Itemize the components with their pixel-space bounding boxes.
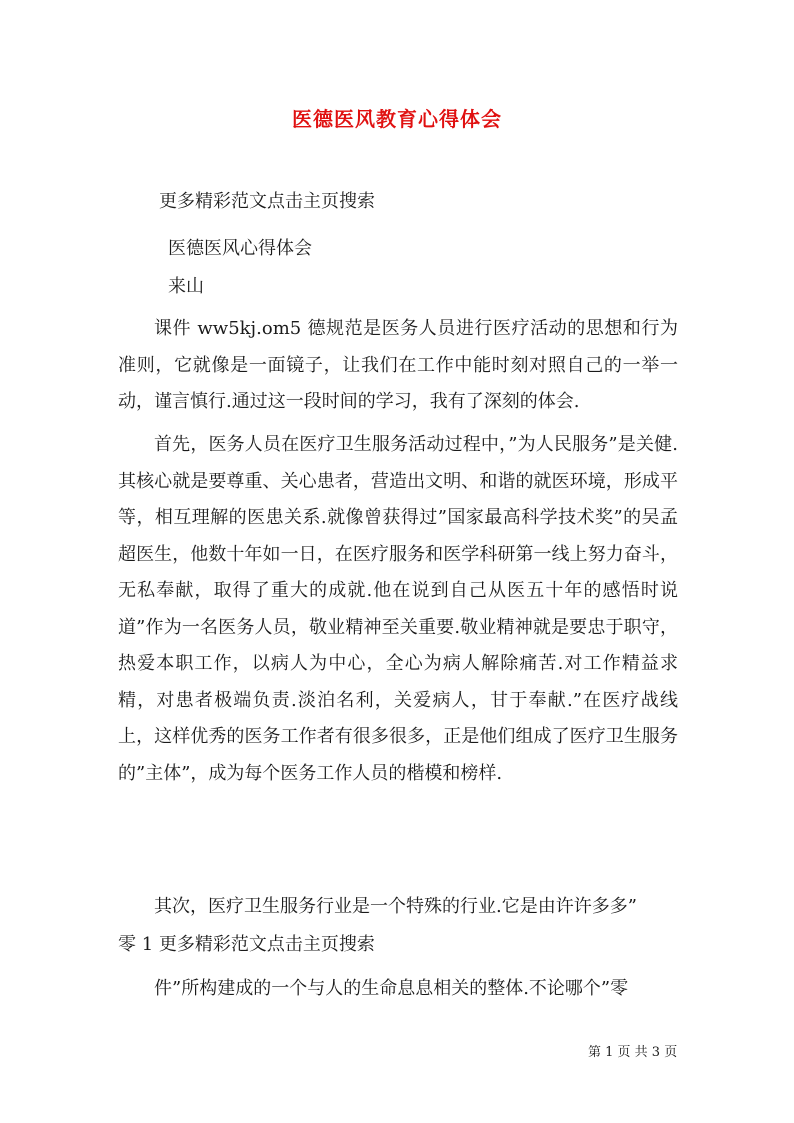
page-indicator: 第 1 页 共 3 页 [588, 1045, 678, 1060]
document-title: 医德医风教育心得体会 [292, 107, 502, 131]
body-continuation: 件”所构建成的一个与人的生命息息相关的整体.不论哪个”零 [154, 978, 629, 999]
promo-link-inline[interactable]: 零 1 更多精彩范文点击主页搜索 [118, 934, 375, 955]
body-paragraph-1: 课件 ww5kj.om5 德规范是医务人员进行医疗活动的思想和行为准则，它就像是一面镜子，让我们在工作中能时刻对照自己的一举一动，谨言慎行.通过这一段时间的学习，我有了深刻的体会. [118, 318, 678, 412]
author-name: 来山 [168, 276, 204, 297]
subtitle: 医德医风心得体会 [168, 238, 312, 259]
body-paragraph-1-block [118, 311, 678, 421]
body-paragraph-2: 首先，医务人员在医疗卫生服务活动过程中，”为人民服务”是关健.其核心就是要尊重、关心患者，营造出文明、和谐的就医环境，形成平等，相互理解的医患关系.就像曾获得过”国家最高科学技术奖”的吴孟超医生，他数十年如一日，在医疗服务和医学科研第一线上努力奋斗，无私奉献，取得了重大的成就.他在说到自己从医五十年的感悟时说道”作为一名医务人员，敬业精神至关重要.敬业精神就是要忠于职守，热爱本职工作，以病人为中心，全心为病人解除痛苦.对工作精益求精，对患者极端负责.淡泊名利，关爱病人，甘于奉献.”在医疗战线上，这样优秀的医务工作者有很多很多，正是他们组成了医疗卫生服务的”主体”，成为每个医务工作人员的楷模和榜样. [118, 434, 678, 784]
body-paragraph-2-block [118, 427, 678, 792]
body-paragraph-3-block [118, 889, 678, 926]
body-paragraph-3: 其次，医疗卫生服务行业是一个特殊的行业.它是由许许多多” [154, 896, 637, 917]
promo-link-top[interactable]: 更多精彩范文点击主页搜索 [159, 191, 375, 212]
